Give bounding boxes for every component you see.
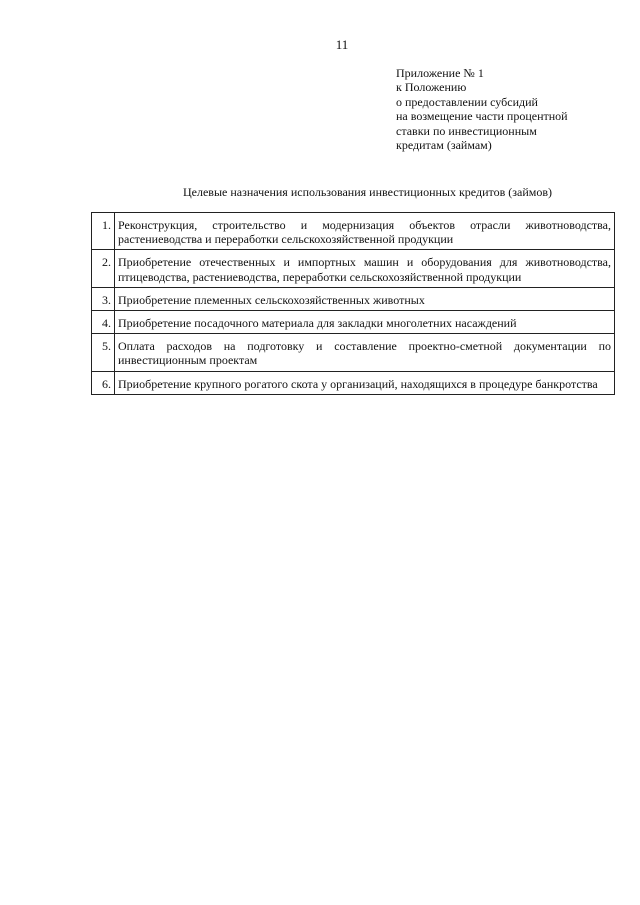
appendix-line: ставки по инвестиционным <box>396 123 537 138</box>
row-number: 5. <box>92 334 115 371</box>
table-row <box>92 250 615 287</box>
appendix-line: о предоставлении субсидий <box>396 94 538 109</box>
table-row <box>92 213 615 250</box>
row-text: Приобретение отечественных и импортных машин и оборудования для животноводства, птицеводства, растениеводства, переработки сельскохозяйственной продукции <box>115 250 615 287</box>
appendix-line: на возмещение части процентной <box>396 109 568 124</box>
row-number: 1. <box>92 213 115 250</box>
appendix-line: кредитам (займам) <box>396 138 492 153</box>
table-row <box>92 287 615 310</box>
row-number: 4. <box>92 311 115 334</box>
appendix-line: к Положению <box>396 80 467 95</box>
appendix-header <box>396 66 626 152</box>
row-text: Реконструкция, строительство и модернизация объектов отрасли животноводства, растениеводства и переработки сельскохозяйственной продукции <box>115 213 615 250</box>
document-title: Целевые назначения использования инвестиционных кредитов (займов) <box>182 185 552 199</box>
appendix-line: Приложение № 1 <box>396 66 484 80</box>
table-row <box>92 371 615 394</box>
row-number: 3. <box>92 287 115 310</box>
row-text: Приобретение племенных сельскохозяйственных животных <box>115 287 615 310</box>
row-number: 6. <box>92 371 115 394</box>
table-row <box>92 311 615 334</box>
page-number: 11 <box>335 37 349 52</box>
table-row <box>92 334 615 371</box>
row-text: Приобретение крупного рогатого скота у организаций, находящихся в процедуре банкротства <box>115 371 615 394</box>
row-number: 2. <box>92 250 115 287</box>
purposes-table <box>91 212 615 395</box>
row-text: Оплата расходов на подготовку и составление проектно-сметной документации по инвестиционным проектам <box>115 334 615 371</box>
row-text: Приобретение посадочного материала для закладки многолетних насаждений <box>115 311 615 334</box>
